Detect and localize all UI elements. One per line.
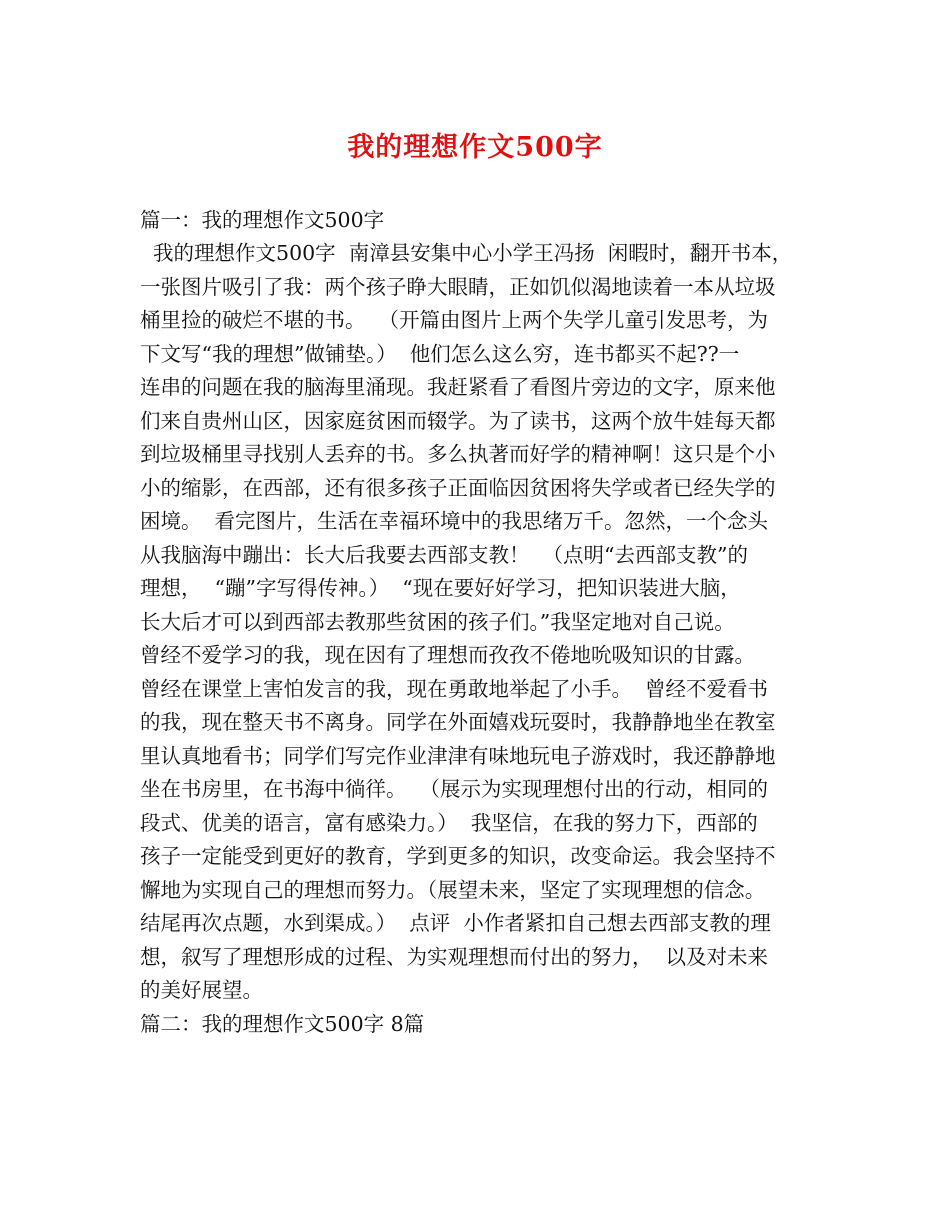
- paragraph-line: 困境。 看完图片，生活在幸福环境中的我思绪万千。忽然，一个念头: [140, 509, 769, 533]
- paragraph-line: 到垃圾桶里寻找别人丢弃的书。多么执著而好学的精神啊！这只是个小: [140, 442, 776, 466]
- paragraph-line: 里认真地看书；同学们写完作业津津有味地玩电子游戏时，我还静静地: [140, 743, 776, 768]
- document-body: [140, 204, 828, 1041]
- paragraph-line: 结尾再次点题，水到渠成。） 点评 小作者紧扣自己想去西部支教的理: [140, 911, 771, 935]
- section-heading-1: 篇一：我的理想作文500字: [140, 208, 385, 232]
- paragraph-line: 连串的问题在我的脑海里涌现。我赶紧看了看图片旁边的文字，原来他: [140, 375, 776, 399]
- paragraph-line: 坐在书房里，在书海中徜徉。 （展示为实现理想付出的行动，相同的: [140, 777, 769, 801]
- paragraph-line: 懈地为实现自己的理想而努力。（展望未来，坚定了实现理想的信念。: [140, 877, 766, 902]
- paragraph-line: 想，叙写了理想形成的过程、为实观理想而付出的努力， 以及对未来: [140, 944, 769, 969]
- paragraph-line: 桶里捡的破烂不堪的书。 （开篇由图片上两个失学儿童引发思考，为: [140, 308, 769, 332]
- paragraph-line: 的我，现在整天书不离身。同学在外面嬉戏玩耍时，我静静地坐在教室: [140, 710, 776, 734]
- section-heading-2: 篇二：我的理想作文500字 8篇: [140, 1011, 425, 1036]
- paragraph-line: 一张图片吸引了我：两个孩子睁大眼睛，正如饥似渴地读着一本从垃圾: [140, 274, 776, 299]
- paragraph-line: 孩子一定能受到更好的教育，学到更多的知识，改变命运。我会坚持不: [140, 844, 776, 868]
- paragraph-line: 们来自贵州山区，因家庭贫困而辍学。为了读书，这两个放牛娃每天都: [140, 408, 776, 433]
- paragraph-line: 长大后才可以到西部去教那些贫困的孩子们。”我坚定地对自己说。: [140, 609, 735, 634]
- paragraph-line: 曾经在课堂上害怕发言的我，现在勇敢地举起了小手。 曾经不爱看书: [140, 676, 769, 701]
- paragraph-line: 小的缩影，在西部，还有很多孩子正面临因贫困将失学或者已经失学的: [140, 475, 776, 500]
- paragraph-line: 从我脑海中蹦出：长大后我要去西部支教！ （点明“去西部支教”的: [140, 542, 748, 567]
- paragraph-line: 的美好展望。: [140, 978, 263, 1002]
- document-title: 我的理想作文500字: [347, 132, 603, 163]
- paragraph-line: 段式、优美的语言，富有感染力。） 我坚信，在我的努力下，西部的: [140, 810, 758, 835]
- paragraph-line: 下文写“我的理想”做铺垫。） 他们怎么这么穷，连书都买不起??一: [140, 341, 740, 366]
- paragraph-line: 我的理想作文500字 南漳县安集中心小学王冯扬 闲暇时，翻开书本，: [140, 241, 793, 265]
- paragraph-line: 曾经不爱学习的我，现在因有了理想而孜孜不倦地吮吸知识的甘露。: [140, 643, 755, 667]
- essay-paragraph: [140, 237, 828, 1008]
- paragraph-line: 理想， “蹦”字写得传神。） “现在要好好学习，把知识装进大脑，: [140, 576, 741, 600]
